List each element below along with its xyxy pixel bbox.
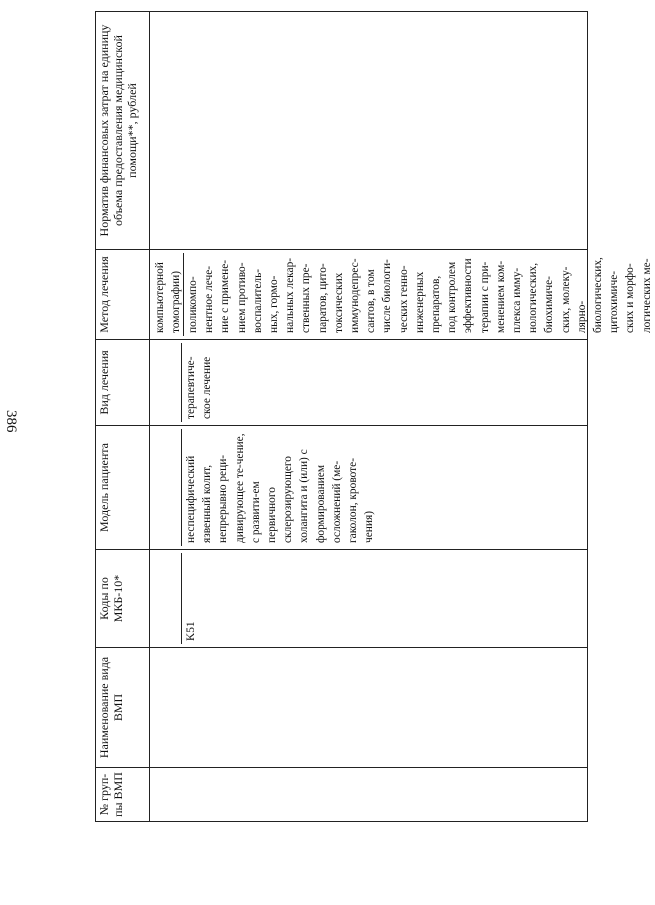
rotated-table-container <box>95 12 653 822</box>
cell-vmp-name <box>150 648 588 768</box>
header-icd-codes: Коды по МКБ-10* <box>96 550 150 648</box>
header-patient-model: Модель пациента <box>96 426 150 550</box>
cell-continued-method: компьютерной томографии) <box>154 262 183 333</box>
cell-icd-code-wrapper <box>150 550 588 648</box>
cell-group-number <box>150 768 588 822</box>
cell-icd-code: K51 <box>181 553 584 644</box>
cell-treatment-method: поликомпо-нентное лече-ние с примене-нием противо-воспалитель-ных, гормо-нальных лекар-ственных пре-паратов, цито-токсических иммунодепрес-сантов, в том числе биологи-ческих генно-инженерных препаратов, под контролем эффективности терапии с при-менением ком-плекса имму-нологических, биохимиче-ских, молеку-лярно-биологических, цитохимиче-ских и морфо-логических ме- <box>183 253 586 336</box>
vmp-table <box>95 11 653 822</box>
header-treatment-type: Вид лечения <box>96 340 150 426</box>
header-group-number: № груп-пы ВМП <box>96 768 150 822</box>
cell-treatment-type: терапевтиче-ское лечение <box>181 343 584 422</box>
page-number: 386 <box>3 410 19 433</box>
table-header-row <box>96 12 150 822</box>
cell-treatment-method-wrapper <box>150 250 653 340</box>
cell-treatment-type-wrapper <box>150 340 588 426</box>
header-cost-norm: Норматив финансовых затрат на единицу объема предоставления медицинской помощи**, рублей <box>96 12 150 250</box>
cell-patient-model: неспецифический язвенный колит, непрерывно реци-дивирующее те-чение, с развити-ем первичного склерозирующего холангита и (или) с формированием осложнений (ме-гаколон, кровоте-чения) <box>181 429 584 546</box>
header-vmp-name: Наименование вида ВМП <box>96 648 150 768</box>
cell-cost-norm <box>150 12 588 250</box>
table-row <box>150 12 588 822</box>
header-treatment-method: Метод лечения <box>96 250 150 340</box>
cell-patient-model-wrapper <box>150 426 588 550</box>
